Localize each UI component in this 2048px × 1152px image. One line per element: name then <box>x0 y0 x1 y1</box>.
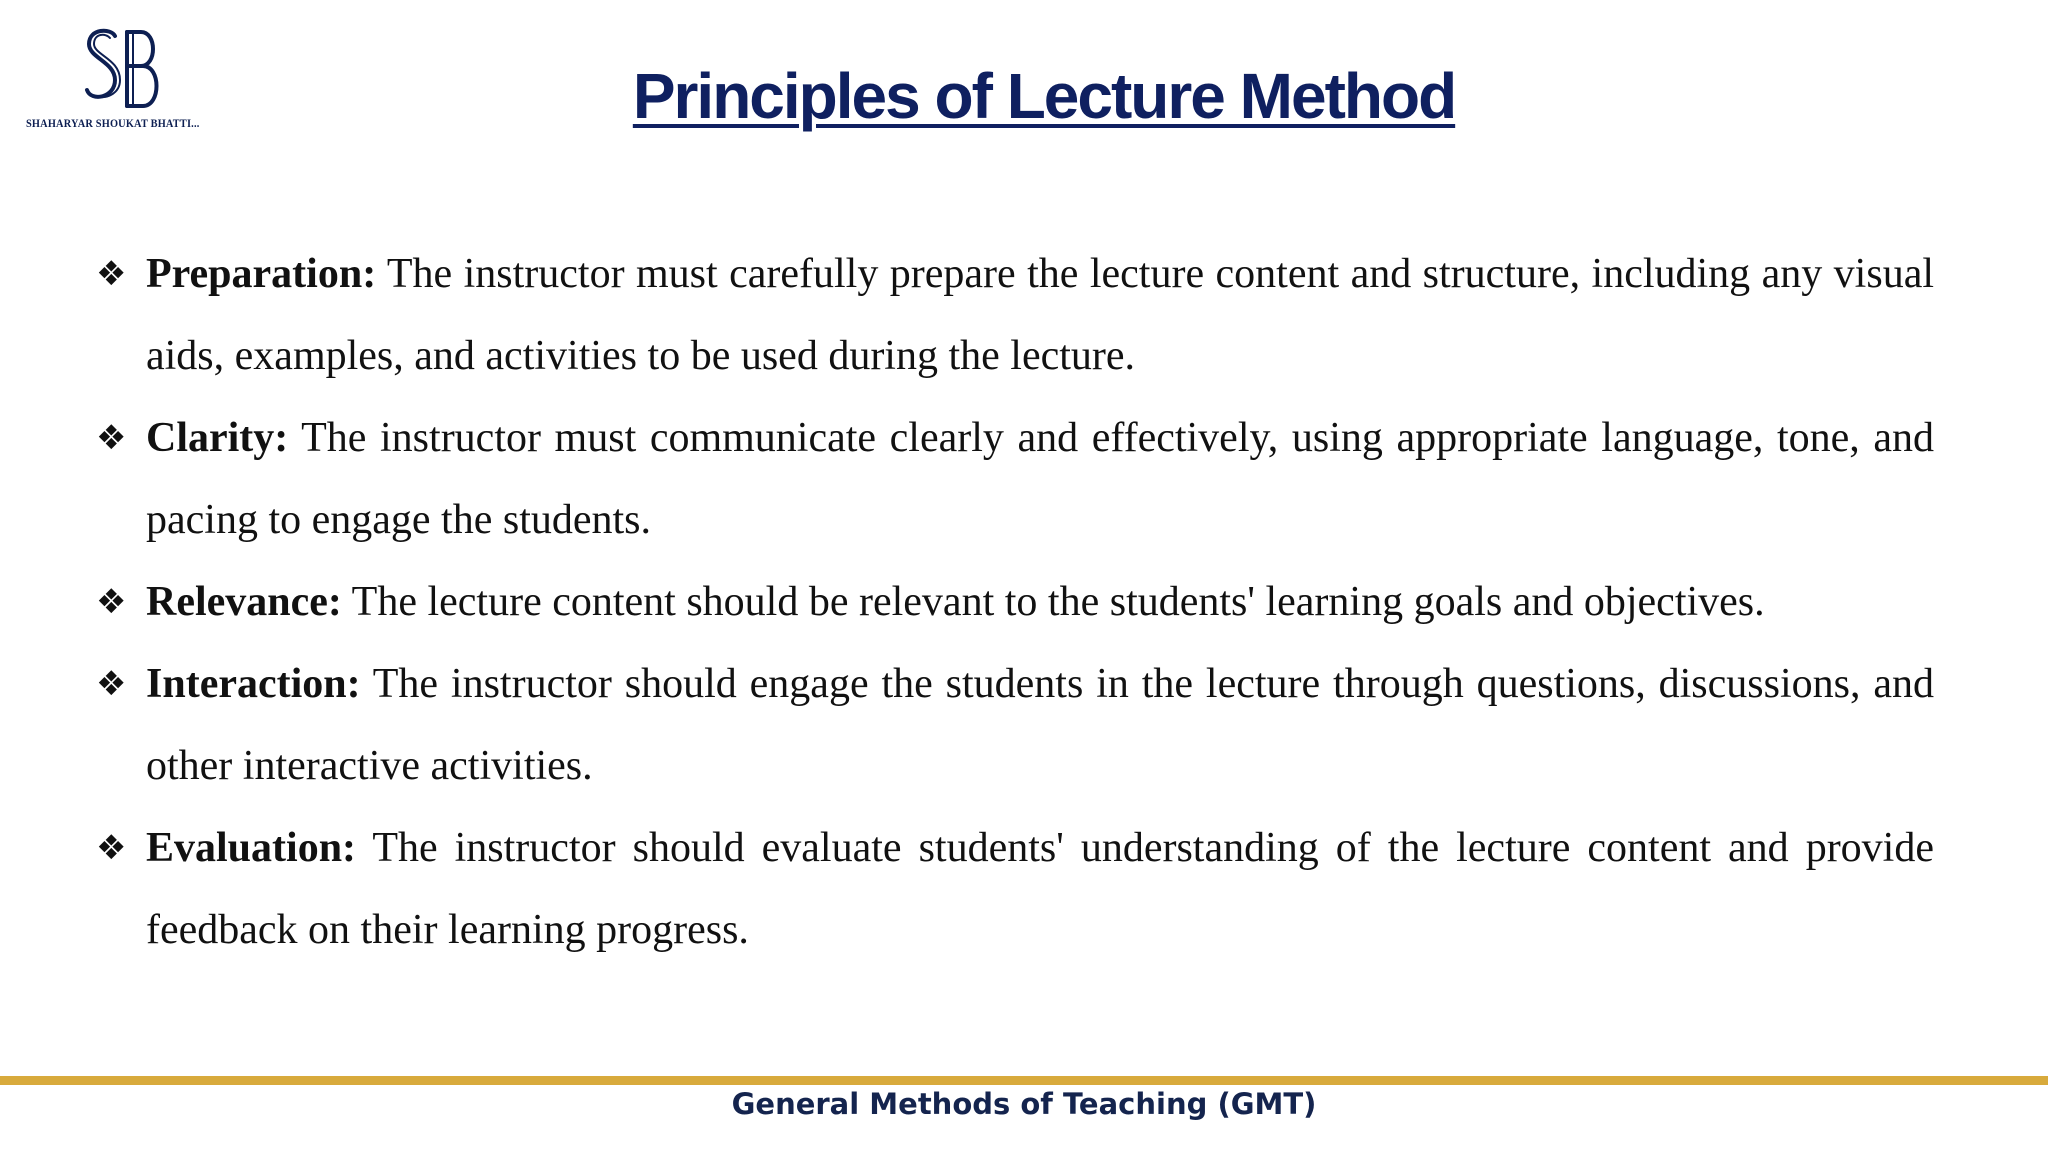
bullet-text: The instructor must carefully prepare the lecture content and structure, including any visual aids, examples, and activities to be used during the lecture. <box>146 251 1935 379</box>
bullet-term: Relevance: <box>146 579 342 625</box>
diamond-cross-bullet-icon: ❖ <box>96 254 127 294</box>
bullet-text: The instructor must communicate clearly and effectively, using appropriate language, tone, and pacing to engage the students. <box>146 415 1934 543</box>
list-item-interaction <box>96 643 1934 807</box>
list-item-evaluation <box>96 807 1934 971</box>
bullet-term: Evaluation: <box>146 825 357 871</box>
logo-caption: SHAHARYAR SHOUKAT BHATTI... <box>26 118 200 130</box>
bullet-term: Clarity: <box>146 415 289 461</box>
diamond-cross-bullet-icon: ❖ <box>96 418 127 458</box>
diamond-cross-bullet-icon: ❖ <box>96 664 127 704</box>
slide-title: Principles of Lecture Method <box>632 60 1456 132</box>
list-item-relevance <box>96 561 1934 643</box>
bullet-term: Interaction: <box>146 661 361 707</box>
bullet-text: The instructor should engage the students in the lecture through questions, discussions, and other interactive activities. <box>146 661 1934 789</box>
slide-title-container <box>0 60 2048 134</box>
footer-course-title: General Methods of Teaching (GMT) <box>731 1087 1317 1121</box>
diamond-cross-bullet-icon: ❖ <box>96 828 127 868</box>
list-item-preparation <box>96 233 1934 397</box>
bullet-term: Preparation: <box>146 251 377 297</box>
bullet-text: The lecture content should be relevant to the students' learning goals and objectives. <box>351 579 1765 625</box>
bullet-text: The instructor should evaluate students' understanding of the lecture content and provide feedback on their learning progress. <box>146 825 1934 953</box>
list-item-clarity <box>96 397 1934 561</box>
principles-list <box>96 233 1934 971</box>
diamond-cross-bullet-icon: ❖ <box>96 582 127 622</box>
